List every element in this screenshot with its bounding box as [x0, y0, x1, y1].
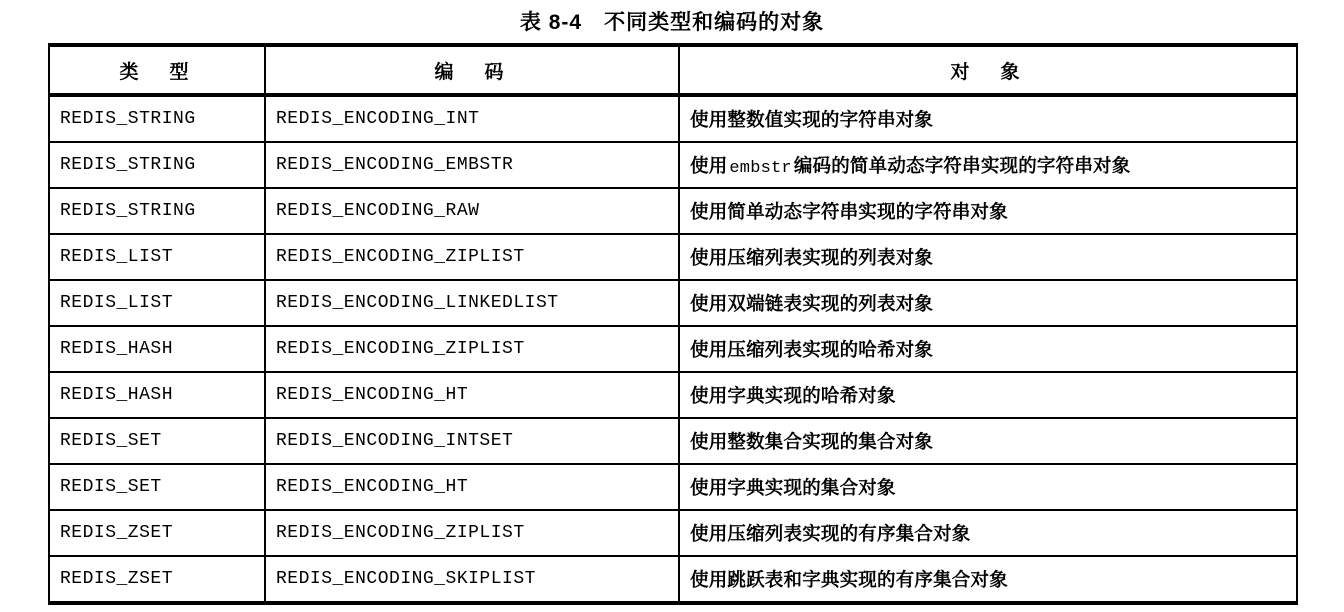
- cell-object: 使用压缩列表实现的有序集合对象: [679, 510, 1297, 556]
- object-text-suffix: 编码的简单动态字符串实现的字符串对象: [793, 155, 1131, 176]
- cell-type: REDIS_LIST: [49, 280, 265, 326]
- cell-object: 使用整数集合实现的集合对象: [679, 418, 1297, 464]
- cell-object: 使用整数值实现的字符串对象: [679, 95, 1297, 142]
- table-caption: 表 8-4 不同类型和编码的对象: [519, 11, 825, 34]
- table-body: [49, 95, 1297, 603]
- cell-object: 使用压缩列表实现的列表对象: [679, 234, 1297, 280]
- column-header-type: 类 型: [49, 45, 265, 95]
- table-row: [49, 556, 1297, 603]
- cell-type: REDIS_STRING: [49, 142, 265, 188]
- column-header-object: 对 象: [679, 45, 1297, 95]
- cell-object: [679, 142, 1297, 188]
- cell-type: REDIS_ZSET: [49, 556, 265, 603]
- table-row: [49, 234, 1297, 280]
- cell-object: 使用双端链表实现的列表对象: [679, 280, 1297, 326]
- cell-encoding: REDIS_ENCODING_LINKEDLIST: [265, 280, 679, 326]
- cell-encoding: REDIS_ENCODING_INTSET: [265, 418, 679, 464]
- cell-encoding: REDIS_ENCODING_HT: [265, 372, 679, 418]
- cell-encoding: REDIS_ENCODING_HT: [265, 464, 679, 510]
- cell-type: REDIS_HASH: [49, 326, 265, 372]
- cell-encoding: REDIS_ENCODING_SKIPLIST: [265, 556, 679, 603]
- cell-encoding: REDIS_ENCODING_ZIPLIST: [265, 234, 679, 280]
- cell-type: REDIS_HASH: [49, 372, 265, 418]
- cell-type: REDIS_LIST: [49, 234, 265, 280]
- object-text-prefix: 使用: [690, 155, 728, 176]
- cell-type: REDIS_STRING: [49, 188, 265, 234]
- object-text-code: embstr: [729, 159, 792, 178]
- table-row: [49, 418, 1297, 464]
- cell-object: 使用字典实现的集合对象: [679, 464, 1297, 510]
- table-row: [49, 510, 1297, 556]
- table-row: [49, 280, 1297, 326]
- table-container: [48, 43, 1296, 605]
- cell-encoding: REDIS_ENCODING_RAW: [265, 188, 679, 234]
- table-row: [49, 95, 1297, 142]
- cell-encoding: REDIS_ENCODING_INT: [265, 95, 679, 142]
- cell-type: REDIS_SET: [49, 418, 265, 464]
- cell-encoding: REDIS_ENCODING_ZIPLIST: [265, 510, 679, 556]
- cell-encoding: REDIS_ENCODING_EMBSTR: [265, 142, 679, 188]
- table-row: [49, 188, 1297, 234]
- cell-type: REDIS_STRING: [49, 95, 265, 142]
- cell-object: 使用字典实现的哈希对象: [679, 372, 1297, 418]
- table-row: [49, 326, 1297, 372]
- table-row: [49, 464, 1297, 510]
- cell-object: 使用跳跃表和字典实现的有序集合对象: [679, 556, 1297, 603]
- table-header-row: [49, 45, 1297, 95]
- cell-encoding: REDIS_ENCODING_ZIPLIST: [265, 326, 679, 372]
- table-row: [49, 372, 1297, 418]
- cell-object: 使用压缩列表实现的哈希对象: [679, 326, 1297, 372]
- table-row: [49, 142, 1297, 188]
- cell-type: REDIS_ZSET: [49, 510, 265, 556]
- cell-type: REDIS_SET: [49, 464, 265, 510]
- table-header: [49, 45, 1297, 95]
- objects-table: [48, 43, 1298, 605]
- cell-object: 使用简单动态字符串实现的字符串对象: [679, 188, 1297, 234]
- column-header-encoding: 编 码: [265, 45, 679, 95]
